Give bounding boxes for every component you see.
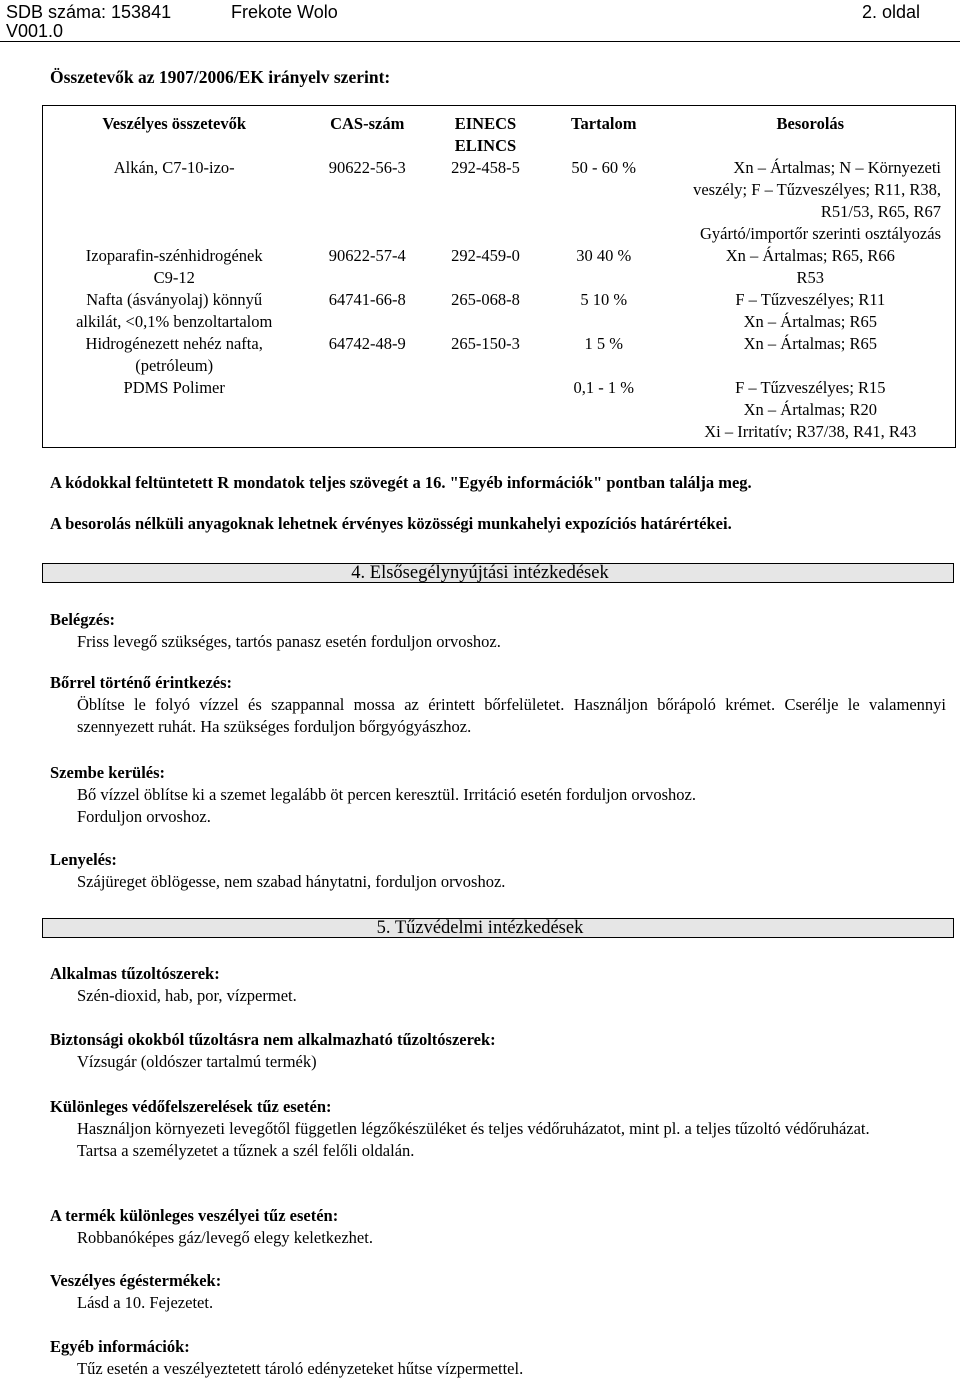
inhalation-label: Belégzés: — [50, 610, 116, 629]
einecs-number: 265-150-3 — [451, 334, 520, 353]
classification: Xn – Ártalmas; R65 — [743, 334, 877, 353]
extinguishing-media-label: Alkalmas tűzoltószerek: — [50, 964, 220, 983]
header-rule — [0, 41, 960, 42]
other-information-label: Egyéb információk: — [50, 1337, 190, 1356]
protective-equipment-text: Használjon környezeti levegőtől független légzőkészüléket és teljes védőruházatot, mint pl. a teljes tűzoltó védőruházat. — [77, 1119, 870, 1138]
classification: Xn – Ártalmas; R65, R66 R53 — [725, 246, 895, 287]
column-header: CAS-szám — [330, 114, 405, 133]
unsuitable-media-label: Biztonsági okokból tűzoltásra nem alkalmazható tűzoltószerek: — [50, 1030, 496, 1049]
eye-contact-block — [50, 762, 946, 828]
extinguishing-media-text: Szén-dioxid, hab, por, vízpermet. — [77, 986, 297, 1005]
content-range: 0,1 - 1 % — [573, 378, 634, 397]
ingredients-table — [42, 105, 956, 448]
fire-hazards-label: A termék különleges veszélyei tűz esetén: — [50, 1206, 339, 1225]
einecs-number: 265-068-8 — [451, 290, 520, 309]
cas-number: 64742-48-9 — [328, 334, 406, 353]
combustion-products-label: Veszélyes égéstermékek: — [50, 1271, 222, 1290]
protective-equipment-label: Különleges védőfelszerelések tűz esetén: — [50, 1097, 332, 1116]
classification: F – Tűzveszélyes; R15 Xn – Ártalmas; R20 Xi – Irritatív; R37/38, R41, R43 — [704, 378, 917, 441]
exposure-limits-note: A besorolás nélküli anyagoknak lehetnek érvényes közösségi munkahelyi expozíciós határértékei. — [50, 514, 732, 533]
ingredient-name: PDMS Polimer — [123, 378, 225, 397]
cas-number — [305, 377, 429, 448]
column-header: EINECS ELINCS — [454, 114, 517, 155]
fire-hazards-text: Robbanóképes gáz/levegő elegy keletkezhet. — [77, 1228, 373, 1247]
product-name: Frekote Wolo — [231, 2, 338, 22]
ingestion-block — [50, 849, 946, 893]
column-header: Veszélyes összetevők — [102, 114, 247, 133]
ingredient-name: Nafta (ásványolaj) könnyű alkilát, <0,1% benzoltartalom — [76, 290, 273, 331]
skin-contact-label: Bőrrel történő érintkezés: — [50, 673, 233, 692]
cas-number: 64741-66-8 — [328, 290, 406, 309]
table-row — [43, 333, 956, 377]
composition-title: Összetevők az 1907/2006/EK irányelv szerint: — [50, 67, 391, 87]
combustion-products-block — [50, 1270, 946, 1314]
eye-contact-text: Bő vízzel öblítse ki a szemet legalább öt percen keresztül. Irritáció esetén forduljon orvoshoz. — [77, 785, 696, 804]
other-information-text: Tűz esetén a veszélyeztetett tároló edényzeteket hűtse vízpermettel. — [77, 1359, 524, 1378]
inhalation-block — [50, 609, 946, 653]
fire-hazards-block — [50, 1205, 946, 1249]
unsuitable-media-block — [50, 1029, 946, 1073]
inhalation-text: Friss levegő szükséges, tartós panasz esetén forduljon orvoshoz. — [77, 632, 501, 651]
einecs-number: 292-458-5 — [451, 158, 520, 177]
section-5-title: 5. Tűzvédelmi intézkedések — [376, 918, 584, 938]
combustion-products-text: Lásd a 10. Fejezetet. — [77, 1293, 214, 1312]
einecs-number — [429, 377, 542, 448]
unsuitable-media-text: Vízsugár (oldószer tartalmú termék) — [77, 1052, 317, 1071]
content-range: 30 40 % — [576, 246, 632, 265]
protective-equipment-text-2: Tartsa a személyzetet a tűznek a szél felőli oldalán. — [77, 1141, 415, 1160]
ingestion-label: Lenyelés: — [50, 850, 117, 869]
page-header — [0, 0, 960, 44]
skin-contact-block — [50, 672, 946, 738]
ingredient-name: Hidrogénezett nehéz nafta, (petróleum) — [85, 334, 263, 375]
table-header-row — [43, 106, 956, 158]
table-row — [43, 157, 956, 245]
content-range: 5 10 % — [580, 290, 628, 309]
eye-contact-label: Szembe kerülés: — [50, 763, 166, 782]
classification: F – Tűzveszélyes; R11 Xn – Ártalmas; R65 — [735, 290, 886, 331]
table-row — [43, 245, 956, 289]
column-header: Tartalom — [571, 114, 637, 133]
ingestion-text: Szájüreget öblögesse, nem szabad hánytatni, forduljon orvoshoz. — [77, 872, 506, 891]
extinguishing-media-block — [50, 963, 946, 1007]
content-range: 1 5 % — [584, 334, 623, 353]
other-information-block — [50, 1336, 946, 1380]
table-row — [43, 289, 956, 333]
eye-contact-text-2: Forduljon orvoshoz. — [77, 807, 211, 826]
cas-number: 90622-56-3 — [328, 158, 406, 177]
ingredient-name: Izoparafin-szénhidrogének C9-12 — [85, 246, 263, 287]
page-number: 2. oldal — [862, 2, 921, 22]
sdb-number: SDB száma: 153841 — [6, 2, 172, 22]
table-row — [43, 377, 956, 448]
einecs-number: 292-459-0 — [451, 246, 520, 265]
ingredient-name: Alkán, C7-10-izo- — [113, 158, 235, 177]
content-range: 50 - 60 % — [571, 158, 637, 177]
section-4-title: 4. Elsősegélynyújtási intézkedések — [351, 563, 609, 583]
r-phrases-note: A kódokkal feltüntetett R mondatok teljes szövegét a 16. "Egyéb információk" pontban találja meg. — [50, 473, 752, 492]
classification: Xn – Ártalmas; N – Környezeti veszély; F – Tűzveszélyes; R11, R38, R51/53, R65, R67 Gyártó/importőr szerinti osztályozás — [693, 158, 941, 243]
protective-equipment-block — [50, 1096, 946, 1162]
cas-number: 90622-57-4 — [328, 246, 406, 265]
column-header: Besorolás — [776, 114, 845, 133]
skin-contact-text: Öblítse le folyó vízzel és szappannal mossa az érintett bőrfelületet. Használjon bőrápoló krémet. Cserélje le valamennyi szennyezett ruhát. Ha szükséges forduljon bőrgyógyászhoz. — [77, 695, 946, 736]
version-number: V001.0 — [6, 21, 64, 41]
